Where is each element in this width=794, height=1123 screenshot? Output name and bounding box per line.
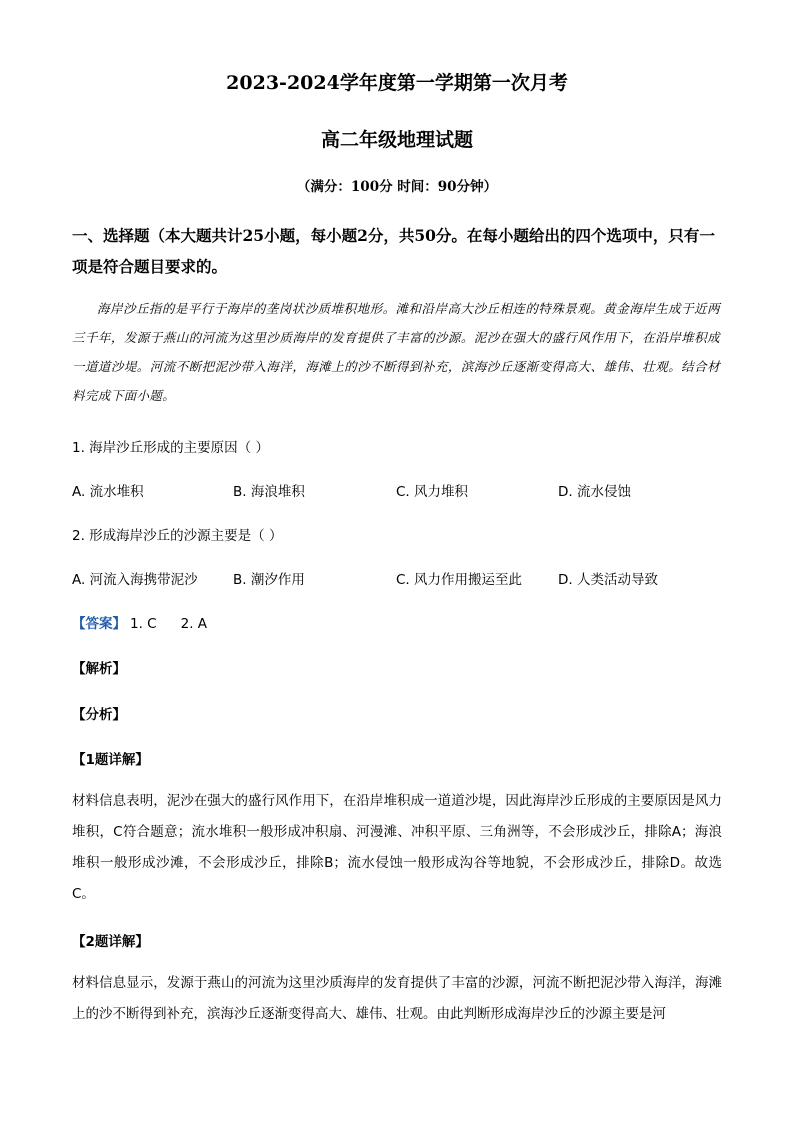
question-2-option-b: B. 潮汐作用 [233,572,305,588]
answer-1: 1. C [130,616,157,632]
question-1-option-a: A. 流水堆积 [72,484,144,500]
answer-line [72,612,207,632]
detail-2-heading: 【2题详解】 [72,934,149,950]
question-1-option-b: B. 海浪堆积 [233,484,305,500]
fenxi-heading: 【分析】 [72,707,126,723]
exam-subtitle: 高二年级地理试题 [320,129,473,151]
detail-2-text: 材料信息显示，发源于燕山的河流为这里沙质海岸的发育提供了丰富的沙源，河流不断把泥沙带入海洋，海滩上的沙不断得到补充，滨海沙丘逐渐变得高大、雄伟、壮观。由此判断形成海岸沙丘的沙源主要是河 [72,975,722,1022]
detail-1-heading: 【1题详解】 [72,752,149,768]
answer-2: 2. A [180,616,208,632]
detail-1-text: 材料信息表明，泥沙在强大的盛行风作用下，在沿岸堆积成一道道沙堤，因此海岸沙丘形成的主要原因是风力堆积，C符合题意；流水堆积一般形成冲积扇、河漫滩、冲积平原、三角洲等，不会形成沙丘，排除A；海浪堆积一般形成沙滩，不会形成沙丘，排除B；流水侵蚀一般形成沟谷等地貌，不会形成沙丘，排除D。故选C。 [72,793,722,902]
question-1-option-d: D. 流水侵蚀 [558,484,631,500]
analysis-heading: 【解析】 [72,661,126,677]
question-1-option-c: C. 风力堆积 [396,484,469,500]
question-2-option-a: A. 河流入海携带泥沙 [72,572,198,588]
question-2-stem: 2. 形成海岸沙丘的沙源主要是（ ） [72,528,283,544]
section-heading: 一、选择题（本大题共计25小题，每小题2分，共50分。在每小题给出的四个选项中，只有一项是符合题目要求的。 [72,226,715,276]
question-2-option-d: D. 人类活动导致 [558,572,658,588]
exam-info: （满分：100分 时间：90分钟） [296,179,498,195]
exam-title: 2023-2024学年度第一学期第一次月考 [226,72,568,94]
answer-label: 【答案】 [72,616,126,632]
question-2-option-c: C. 风力作用搬运至此 [396,572,523,588]
reading-material: 海岸沙丘指的是平行于海岸的垄岗状沙质堆积地形。滩和沿岸高大沙丘相连的特殊景观。黄金海岸生成于近两三千年，发源于燕山的河流为这里沙质海岸的发育提供了丰富的沙源。泥沙在强大的盛行风作用下，在沿岸堆积成一道道沙堤。河流不断把泥沙带入海洋，海滩上的沙不断得到补充，滨海沙丘逐渐变得高大、雄伟、壮观。结合材料完成下面小题。 [72,301,720,403]
question-1-stem: 1. 海岸沙丘形成的主要原因（ ） [72,440,269,456]
